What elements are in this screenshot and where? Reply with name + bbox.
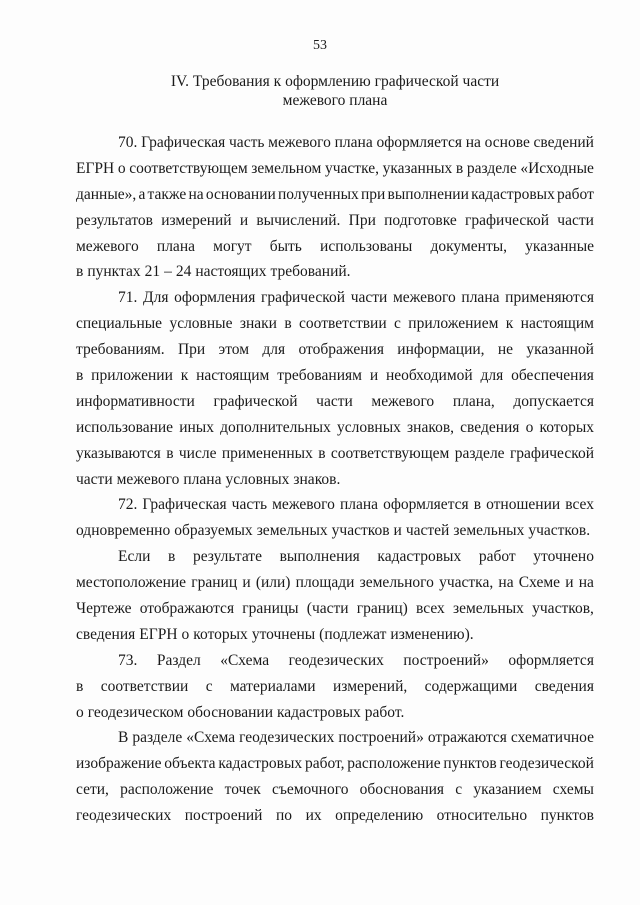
text-line [76, 182, 594, 208]
text-line [76, 285, 594, 311]
word: разделе [132, 729, 183, 747]
word: части [557, 211, 594, 229]
word: При [177, 341, 206, 359]
word: основе [484, 134, 530, 151]
word: работ [478, 548, 516, 566]
word: Если [118, 548, 151, 566]
word: о [117, 159, 126, 177]
word: оформляется [508, 651, 594, 669]
word: построений [184, 807, 263, 825]
word: соответствии [299, 315, 387, 333]
text-line [76, 700, 594, 726]
word: геодезической [499, 755, 594, 773]
word: одновременно [76, 522, 171, 540]
word: Раздел [156, 651, 201, 669]
word: о [181, 625, 190, 643]
word: знаков, [407, 418, 455, 436]
word: полученных [278, 185, 359, 203]
word: земельных [256, 522, 328, 540]
word: кадастровых [471, 185, 555, 203]
word: кадастровых [377, 548, 462, 566]
text-line [76, 130, 594, 156]
text-line [76, 259, 594, 285]
word: информативности [76, 392, 195, 410]
word: настоящим [520, 315, 594, 333]
word: измерений, [333, 677, 408, 695]
word: документы, [430, 237, 508, 255]
word: отображения [298, 341, 384, 359]
word: необходимой [385, 367, 473, 385]
word: земельном [251, 159, 322, 177]
word: построений» [403, 651, 489, 669]
word: частей [405, 522, 450, 540]
word: и [565, 574, 574, 592]
text-line [76, 208, 594, 234]
word: на [498, 574, 514, 592]
word: «Схема [186, 729, 236, 747]
word: участка, [439, 574, 494, 592]
word: межевого [116, 470, 180, 488]
text-line [76, 596, 594, 622]
word: межевого [392, 289, 456, 307]
text-line [76, 803, 594, 829]
word: соответствующем [129, 159, 248, 177]
word: оформления [174, 289, 256, 307]
word: отношении [486, 496, 561, 514]
word: в [455, 159, 464, 177]
paragraph [76, 544, 594, 648]
word: геодезических [288, 651, 384, 669]
word: часть [229, 134, 265, 151]
word: Для [143, 289, 169, 307]
text-line [76, 751, 594, 777]
word: отражаются [427, 729, 507, 747]
word: межевого [76, 237, 139, 255]
word: с [205, 677, 213, 695]
word: о [525, 418, 534, 436]
word: границ [191, 574, 238, 592]
word: отображаются [139, 600, 235, 618]
word: для [480, 367, 504, 385]
word: оформляется [376, 134, 463, 151]
word: уточнены [251, 625, 316, 643]
word: на [578, 574, 594, 592]
word: ЕГРН [139, 625, 178, 643]
word: пунктов [443, 755, 497, 773]
word: требованиям. [76, 341, 165, 359]
word: изображение [76, 755, 162, 773]
word: приложением [408, 315, 499, 333]
word: подготовке [384, 211, 457, 229]
word: измерений [161, 211, 232, 229]
word: местоположение [76, 574, 187, 592]
word: и [242, 574, 251, 592]
word: в [473, 496, 482, 514]
word: и [239, 211, 249, 229]
word: межевого [272, 496, 335, 514]
word: использованы [320, 237, 413, 255]
word: соответствующем [330, 444, 450, 462]
word: основании [205, 185, 276, 203]
word: сведений [533, 134, 594, 151]
word: границ) [356, 600, 408, 618]
word: схемы [552, 781, 594, 799]
word: условных [225, 470, 290, 488]
word: (части [306, 600, 349, 618]
word: работ. [364, 703, 405, 721]
word: всех [416, 600, 445, 618]
word: геодезическом [87, 703, 184, 721]
word: в [168, 548, 176, 566]
word: При [348, 211, 376, 229]
word: графической [465, 211, 550, 229]
word: указанием [473, 781, 542, 799]
word: приложении [91, 367, 173, 385]
word: специальные [76, 315, 163, 333]
paragraph [76, 130, 594, 285]
text-line [76, 777, 594, 803]
word: также [147, 185, 187, 203]
word: информации, [397, 341, 485, 359]
word: построений» [338, 729, 424, 747]
word: соответствии [100, 677, 189, 695]
word: обеспечения [511, 367, 594, 385]
paragraph [76, 492, 594, 544]
word: межевого [268, 134, 331, 151]
word: данные», [76, 185, 137, 203]
word: кадастровых [218, 755, 303, 773]
word: кадастровых [277, 703, 361, 721]
word: а [138, 185, 146, 203]
word: быть [269, 237, 302, 255]
page-number: 53 [313, 38, 327, 53]
word: Схеме [518, 574, 561, 592]
word: ЕГРН [76, 159, 115, 177]
word: в [76, 367, 84, 385]
word: разделе [454, 444, 505, 462]
word: которых [539, 418, 594, 436]
text-line [76, 518, 594, 544]
word: в [76, 263, 84, 281]
word: знаков. [293, 470, 341, 488]
word: сведения [534, 677, 594, 695]
word: точек [224, 781, 261, 799]
word: с [455, 781, 463, 799]
word: могут [213, 237, 252, 255]
word: объекта [164, 755, 216, 773]
word: их [305, 807, 322, 825]
word: плана [339, 496, 379, 514]
word: о [76, 703, 84, 721]
word: указанных [382, 159, 453, 177]
word: участков. [528, 522, 591, 540]
word: при [360, 185, 386, 203]
word: и [393, 522, 402, 540]
word: пунктах [87, 263, 141, 281]
word: на [465, 134, 481, 151]
paragraph [76, 648, 594, 726]
word: и [369, 367, 379, 385]
word: выполнения [279, 548, 360, 566]
word: части [316, 392, 353, 410]
text-line [76, 725, 594, 751]
word: земельного [359, 574, 434, 592]
word: оформляется [383, 496, 469, 514]
word: геодезических [76, 807, 172, 825]
word: графической [509, 444, 594, 462]
word: плана [461, 289, 500, 307]
word: требований. [270, 263, 351, 281]
word: 73. [118, 651, 138, 669]
word: для [262, 341, 286, 359]
word: части [350, 289, 388, 307]
word: работ, [304, 755, 345, 773]
word: земельных [453, 522, 525, 540]
word: которых [193, 625, 248, 643]
word: 72. [118, 496, 138, 514]
word: определению [335, 807, 424, 825]
word: участке, [324, 159, 379, 177]
word: выполнении [387, 185, 469, 203]
word: примененных [221, 444, 313, 462]
word: указанные [525, 237, 594, 255]
word: съемочного [271, 781, 349, 799]
word: Чертеже [76, 600, 132, 618]
word: в [318, 444, 326, 462]
section-title-line: межевого плана [282, 92, 388, 109]
word: (или) [255, 574, 291, 592]
text-line [76, 492, 594, 518]
text-line [76, 337, 594, 363]
word: межевого [371, 392, 435, 410]
section-title-line: IV. Требования к оформлению графической части [170, 73, 500, 90]
text-line [76, 389, 594, 415]
body-text [76, 130, 594, 829]
word: работ [557, 185, 594, 203]
word: настоящим [196, 367, 270, 385]
text-line [76, 648, 594, 674]
section-title [100, 72, 570, 110]
word: материалами [229, 677, 316, 695]
word: к [180, 367, 189, 385]
word: в [76, 677, 84, 695]
word: схематичное [510, 729, 594, 747]
word: плана [334, 134, 373, 151]
word: «Исходные [520, 159, 594, 177]
word: Графическая [141, 134, 226, 151]
word: геодезических [239, 729, 335, 747]
word: «Схема [220, 651, 270, 669]
word: расположение [347, 755, 441, 773]
word: на [188, 185, 204, 203]
word: плана [156, 237, 195, 255]
word: участков [331, 522, 390, 540]
word: графической [213, 392, 298, 410]
word: всех [565, 496, 594, 514]
word: обоснования [359, 781, 445, 799]
word: плана [183, 470, 222, 488]
text-line [76, 622, 594, 648]
text-line [76, 363, 594, 389]
word: условных [336, 418, 401, 436]
word: дополнительных [220, 418, 331, 436]
word: использование [76, 418, 174, 436]
word: не [497, 341, 514, 359]
word: 21 [144, 263, 161, 281]
text-line [76, 441, 594, 467]
word: настоящих [195, 263, 267, 281]
word: относительно [436, 807, 528, 825]
word: 71. [118, 289, 138, 307]
word: расположение [120, 781, 214, 799]
word: вычислений. [256, 211, 341, 229]
word: изменению). [390, 625, 474, 643]
text-line [76, 544, 594, 570]
text-line [76, 570, 594, 596]
word: – [164, 263, 172, 281]
word: 70. [118, 134, 138, 151]
word: указанной [526, 341, 594, 359]
word: части [76, 470, 113, 488]
word: плана, [452, 392, 495, 410]
word: числе [178, 444, 217, 462]
word: с [394, 315, 401, 333]
word: 24 [175, 263, 192, 281]
word: результате [192, 548, 262, 566]
word: сведения [460, 418, 520, 436]
word: иных [179, 418, 214, 436]
word: земельных [452, 600, 524, 618]
word: В [118, 729, 129, 747]
word: сети, [76, 781, 109, 799]
paragraph [76, 725, 594, 829]
word: указываются [76, 444, 161, 462]
word: обосновании [187, 703, 273, 721]
text-line [76, 234, 594, 260]
text-line [76, 415, 594, 441]
word: результатов [76, 211, 153, 229]
text-line [76, 311, 594, 337]
word: этом [218, 341, 250, 359]
word: границы [242, 600, 299, 618]
word: содержащими [424, 677, 518, 695]
word: условные [169, 315, 233, 333]
paragraph [76, 285, 594, 492]
word: (подлежат [319, 625, 387, 643]
word: образуемых [174, 522, 253, 540]
word: по [276, 807, 293, 825]
word: графической [260, 289, 346, 307]
text-line [76, 156, 594, 182]
word: часть [231, 496, 268, 514]
word: допускается [513, 392, 594, 410]
word: в [284, 315, 292, 333]
word: знаки [239, 315, 277, 333]
word: сведения [76, 625, 136, 643]
word: площади [295, 574, 355, 592]
text-line [76, 467, 594, 493]
text-line [76, 674, 594, 700]
word: уточнено [533, 548, 594, 566]
word: требованиям [277, 367, 362, 385]
word: Графическая [142, 496, 227, 514]
word: пунктов [540, 807, 594, 825]
word: к [505, 315, 514, 333]
word: участков, [532, 600, 594, 618]
word: в [166, 444, 174, 462]
word: разделе [466, 159, 517, 177]
word: применяются [505, 289, 594, 307]
